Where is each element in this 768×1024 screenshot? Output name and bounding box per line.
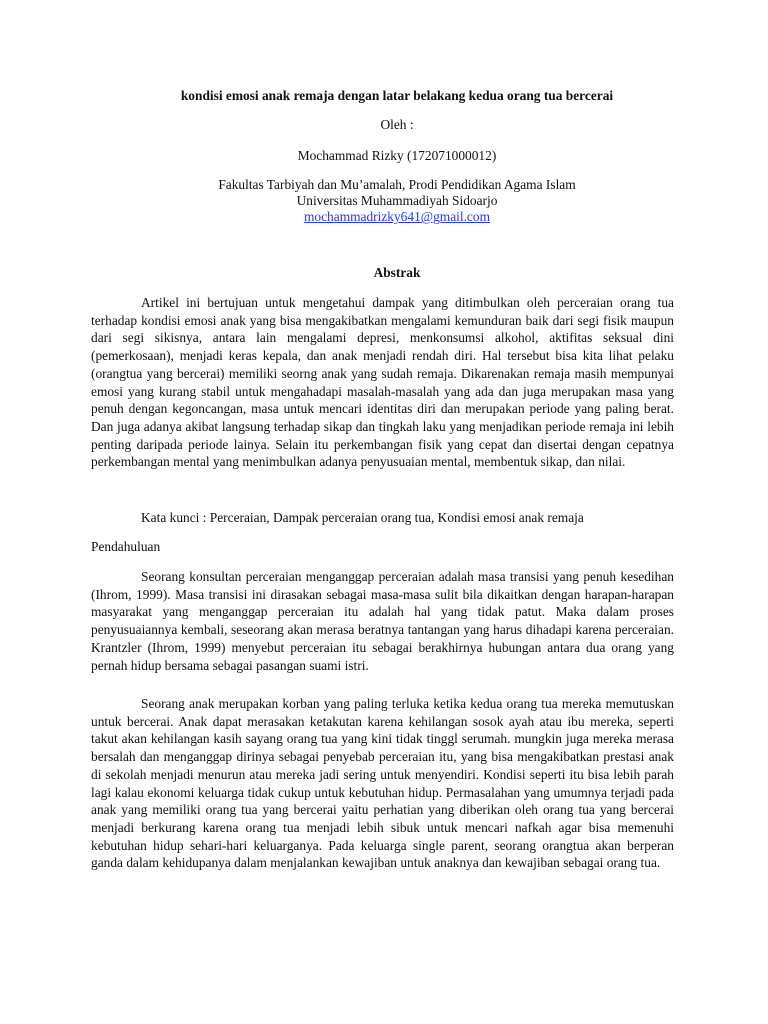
abstract-heading: Abstrak <box>373 265 421 280</box>
affiliation-faculty: Fakultas Tarbiyah dan Mu’amalah, Prodi Pendidikan Agama Islam <box>218 177 576 192</box>
author-email-link[interactable]: mochammadrizky641@gmail.com <box>304 209 490 224</box>
article-title: kondisi emosi anak remaja dengan latar belakang kedua orang tua bercerai <box>180 88 614 103</box>
intro-heading: Pendahuluan <box>91 539 161 554</box>
intro-paragraph-2: Seorang anak merupakan korban yang paling terluka ketika kedua orang tua mereka memutuskan untuk bercerai. Anak dapat merasakan ketakutan karena kehilangan sosok ayah atau ibu mereka, seperti takut akan kehilangan kasih sayang orang tua yang kini tidak tinggl serumah. mungkin juga mereka merasa bersalah dan menganggap dirinya sebagai penyebab perceraian itu, yang bisa mengakibatkan prestasi anak di sekolah menjadi menurun atau mereka jadi sering untuk menyendiri. Kondisi seperti itu bisa lebih parah lagi kalau ekonomi keluarga tidak cukup untuk kebutuhan hidup. Permasalahan yang umumnya terjadi pada anak yang memiliki orang tua yang bercerai yaitu perhatian yang diberikan oleh orang tua yang bercerai menjadi berkurang karena orang tua menjadi lebih sibuk untuk mencari nafkah agar bisa memenuhi kebutuhan hidup sehari-hari keluarganya. Pada keluarga single parent, seorang orangtua akan berperan ganda dalam kehidupanya dalam menjalankan kewajiban untuk anaknya dan kewajiban sebagai orang tua. <box>91 696 674 871</box>
intro-paragraph-1: Seorang konsultan perceraian menganggap perceraian adalah masa transisi yang penuh kesedihan (Ihrom, 1999). Masa transisi ini dirasakan sebagai masa-masa sulit bila dikaitkan dengan harapan-harapan masyarakat yang menganggap perceraian itu adalah hal yang tidak patut. Maka dalam proses penyusuaiannya kembali, seseorang akan merasa beratnya tantangan yang harus dihadapi karena perceraian. Krantzler (Ihrom, 1999) menyebut perceraian itu sebagai berakhirnya hubungan antara dua orang yang pernah hidup bersama sebagai pasangan suami istri. <box>91 569 674 673</box>
keywords-line: Kata kunci : Perceraian, Dampak perceraian orang tua, Kondisi emosi anak remaja <box>141 510 584 525</box>
abstract-body: Artikel ini bertujuan untuk mengetahui dampak yang ditimbulkan oleh perceraian orang tua terhadap kondisi emosi anak yang bisa mengakibatkan mengalami kemunduran baik dari segi fisik maupun dari segi sikisnya, antara lain mengalami depresi, menkonsumsi alkohol, aktifitas seksual dini (pemerkosaan), menjadi keras kepala, dan anak menjadi rendah diri. Hal tersebut bisa kita lihat pelaku (orangtua yang bercerai) memiliki seorng anak yang sudah remaja. Dikarenakan remaja masih mempunyai emosi yang kurang stabil untuk mengahadapi masalah-masalah yang ada dan juga merupakan masa yang penuh dengan kegoncangan, masa untuk mencari identitas diri dan merupakan periode yang paling berat. Dan juga adanya akibat langsung terhadap sikap dan tingkah laku yang menjadikan periode remaja ini lebih penting daripada periode lainya. Selain itu perkembangan fisik yang cepat dan disertai dengan cepatnya perkembangan mental yang menimbulkan adanya penyusuaian mental, membentuk sikap, dan nilai. <box>91 295 674 470</box>
by-label: Oleh : <box>380 117 414 132</box>
author-name: Mochammad Rizky (172071000012) <box>297 148 497 163</box>
affiliation-university: Universitas Muhammadiyah Sidoarjo <box>296 193 498 208</box>
